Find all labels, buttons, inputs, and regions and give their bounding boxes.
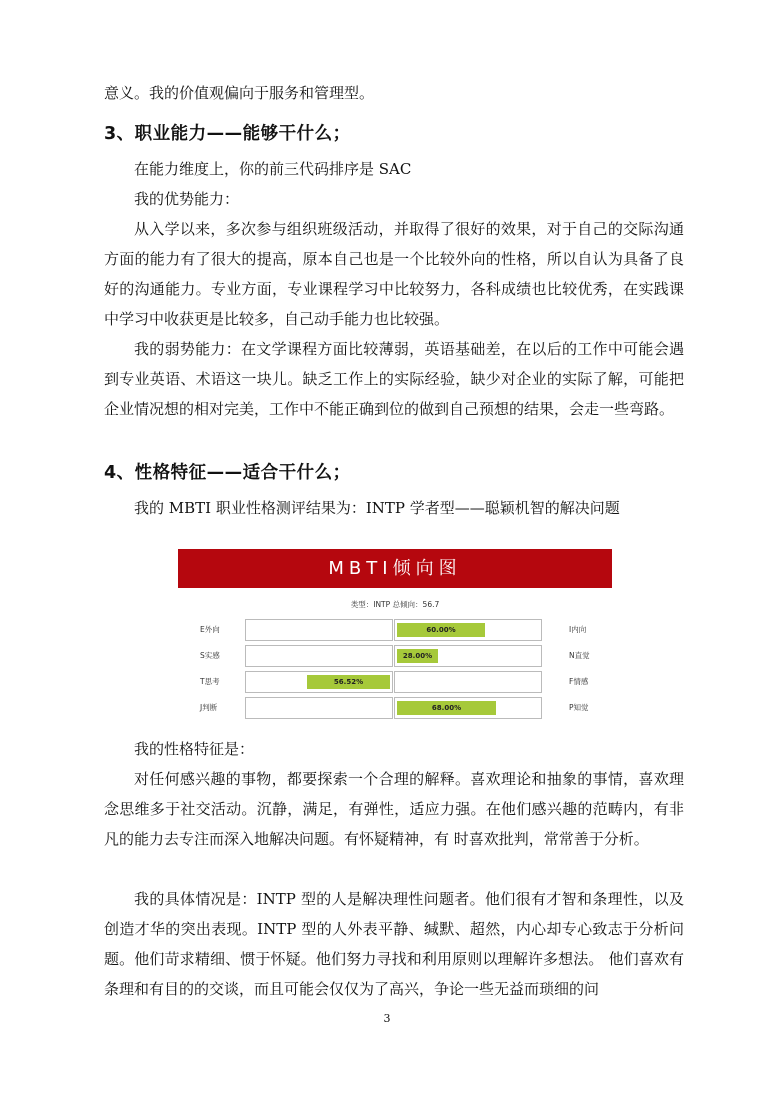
trait-title: 我的性格特征是： [134, 740, 255, 758]
weakness-body: 我的弱势能力：在文学课程方面比较薄弱，英语基础差，在以后的工作中可能会遇到专业英语、术语这一块儿。缺乏工作上的实际经验，缺少对企业的实际了解，可能把企业情况想的相对完美，工作中不能正确到位的做到自己预想的结果，会走一些弯路。 [104, 340, 684, 418]
mbti-left-box [245, 697, 393, 719]
mbti-right-box [394, 671, 542, 693]
mbti-bar: 28.00% [397, 649, 438, 663]
mbti-bar: 68.00% [397, 701, 496, 715]
strength-title: 我的优势能力： [134, 190, 240, 208]
strength-body: 从入学以来，多次参与组织班级活动，并取得了很好的效果，对于自己的交际沟通方面的能力有了很大的提高，原本自己也是一个比较外向的性格，所以自认为具备了良好的沟通能力。专业方面，专业课程学习中比较努力，各科成绩也比较优秀，在实践课中学习中收获更是比较多，自己动手能力也比较强。 [104, 220, 684, 328]
paragraph-values: 意义。我的价值观偏向于服务和管理型。 [104, 84, 375, 102]
mbti-result: 我的 MBTI 职业性格测评结果为：INTP 学者型——聪颖机智的解决问题 [134, 499, 620, 517]
trait-body: 对任何感兴趣的事物，都要探索一个合理的解释。喜欢理论和抽象的事情，喜欢理念思维多于社交活动。沉静，满足，有弹性，适应力强。在他们感兴趣的范畴内，有非凡的能力去专注而深入地解决问题。有怀疑精神，有 时喜欢批判，常常善于分析。 [104, 770, 684, 848]
mbti-bar: 56.52% [307, 675, 390, 689]
mbti-right-label: P知觉 [569, 703, 589, 712]
mbti-bar: 60.00% [397, 623, 485, 637]
heading-personality: 4、性格特征——适合干什么； [104, 463, 351, 483]
mbti-row [178, 697, 612, 719]
ability-intro: 在能力维度上，你的前三代码排序是 SAC [134, 160, 412, 178]
mbti-chart [178, 549, 612, 719]
mbti-right-label: I内向 [569, 625, 587, 634]
heading-ability: 3、职业能力——能够干什么； [104, 124, 351, 144]
mbti-right-box [394, 697, 542, 719]
mbti-row [178, 671, 612, 693]
specific-body: 我的具体情况是：INTP 型的人是解决理性问题者。他们很有才智和条理性，以及创造才华的突出表现。INTP 型的人外表平静、缄默、超然，内心却专心致志于分析问题。他们苛求精细、惯于怀疑。他们努力寻找和利用原则以理解许多想法。 他们喜欢有条理和有目的的交谈，而且可能会仅仅为了高兴，争论一些无益而琐细的问 [104, 890, 684, 998]
mbti-right-label: N直觉 [569, 651, 590, 660]
mbti-row [178, 645, 612, 667]
mbti-left-box [245, 671, 393, 693]
mbti-chart-title: MBTI倾向图 [178, 549, 612, 588]
mbti-chart-subtitle: 类型：INTP 总倾向：56.7 [350, 600, 440, 609]
mbti-right-box [394, 619, 542, 641]
mbti-right-box [394, 645, 542, 667]
mbti-left-box [245, 619, 393, 641]
mbti-left-label: T思考 [200, 677, 220, 686]
mbti-left-label: J判断 [200, 703, 218, 712]
mbti-left-box [245, 645, 393, 667]
mbti-row [178, 619, 612, 641]
mbti-right-label: F情感 [569, 677, 589, 686]
page-number: 3 [383, 1012, 391, 1025]
mbti-left-label: E外向 [200, 625, 220, 634]
mbti-left-label: S实感 [200, 651, 220, 660]
